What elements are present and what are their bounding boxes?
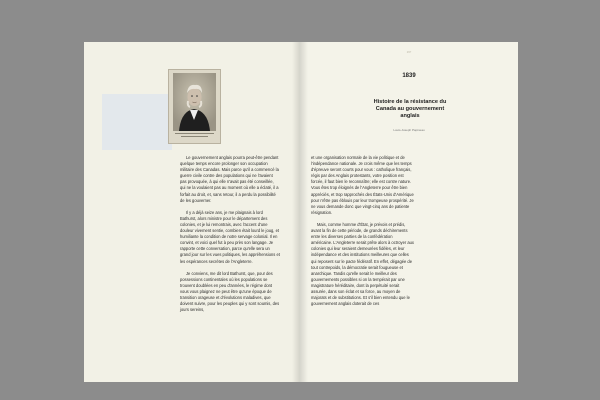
page-tint-block <box>102 94 172 150</box>
title-line: Canada au gouvernement <box>375 106 445 112</box>
page-number: 297 <box>406 50 412 54</box>
title-line: anglais <box>400 113 420 119</box>
paragraph: Je conviens, me dit lord Bathurst, que, pour des possessions continentales où les populations se trouvent doublées en peu d'années, le régime dont vous vous plaignez ne peut être qu'une époque de transition orageuse et d'évolutions maladives, que doivent suivre, pour les peuples qui y sont soumis, des jours sereins, <box>180 270 280 313</box>
paragraph: et une organisation normale de la vie politique et de l'indépendance nationale. Je crois même que les temps d'épreuve seront courts pour vous : catholique français, régis par des Anglais protestants, votre position est forcée, il faut bien le reconnaître; elle est contre nature. Vous êtes trop éloignés de l'Angleterre pour être bien appréciés, et trop rapprochés des États-Unis d'Amérique pour n'être pas éblouis par leur trompeuse prospérité. Je ne vous demande donc que vingt-cinq ans de patiente résignation. <box>311 155 414 215</box>
portrait-frame <box>168 69 221 144</box>
chapter-year: 1839 <box>402 73 416 79</box>
chapter-author: Louis-Joseph Papineau <box>393 128 425 132</box>
paragraph: Le gouvernement anglais pourra peut-être pendant quelque temps encore prolonger son occupation militaire des Canadas. Mais parce qu'il a commencé la guerre civile contre des populations qui ne l'avaient pas provoquée, à qui elle n'avait pas été conseillée, qui ne la voulaient pas au moment où elle a éclaté, il a forfait au droit, et, sans retour, il a perdu la possibilité de les gouverner. <box>180 155 279 203</box>
chapter-title <box>340 99 480 120</box>
portrait-caption-lines <box>175 133 214 139</box>
text-column-right <box>311 155 414 313</box>
text-column-left <box>180 155 280 319</box>
paragraph: Mais, comme homme d'État, je prévois et prédis, avant la fin de cette période, de grands déchirements entre les diverses parties de la confédération américaine. L'Angleterre serait prête alors à octroyer aux colonies qui leur seraient demeurées fidèles, et leur indépendance et des institutions meilleures que celles qui reposent sur le pacte fédératif. En effet, dégagée de tout contrepoids, la démocratie serait fougueuse et anarchique. Tandis qu'elle serait le meilleur des gouvernements possibles si on la tempérait par une magistrature héréditaire, dont la perpétuité serait assurée, dans son éclat et sa force, au moyen de majorats et de substitutions. Et s'il bien entendu que le gouvernement anglais doterait de ces <box>311 221 414 307</box>
title-line: Histoire de la résistance du <box>373 99 447 105</box>
book-gutter <box>292 42 308 382</box>
portrait-image <box>173 73 216 131</box>
book-spread <box>84 42 518 382</box>
paragraph: Il y a déjà seize ans, je me plaignais à lord Bathurst, alors ministre pour le département des colonies, et je lui remontrais, avec l'accent d'une douleur vivement sentie, combien était lourd le joug, et humiliante la condition de notre servage colonial. Il en convint, et voici quel fut à peu près son langage. Je rapporte cette conversation, parce qu'elle sera un grand jour sur les vues politiques, les appréhensions et les espérances secrètes de l'Angleterre. <box>180 209 280 264</box>
